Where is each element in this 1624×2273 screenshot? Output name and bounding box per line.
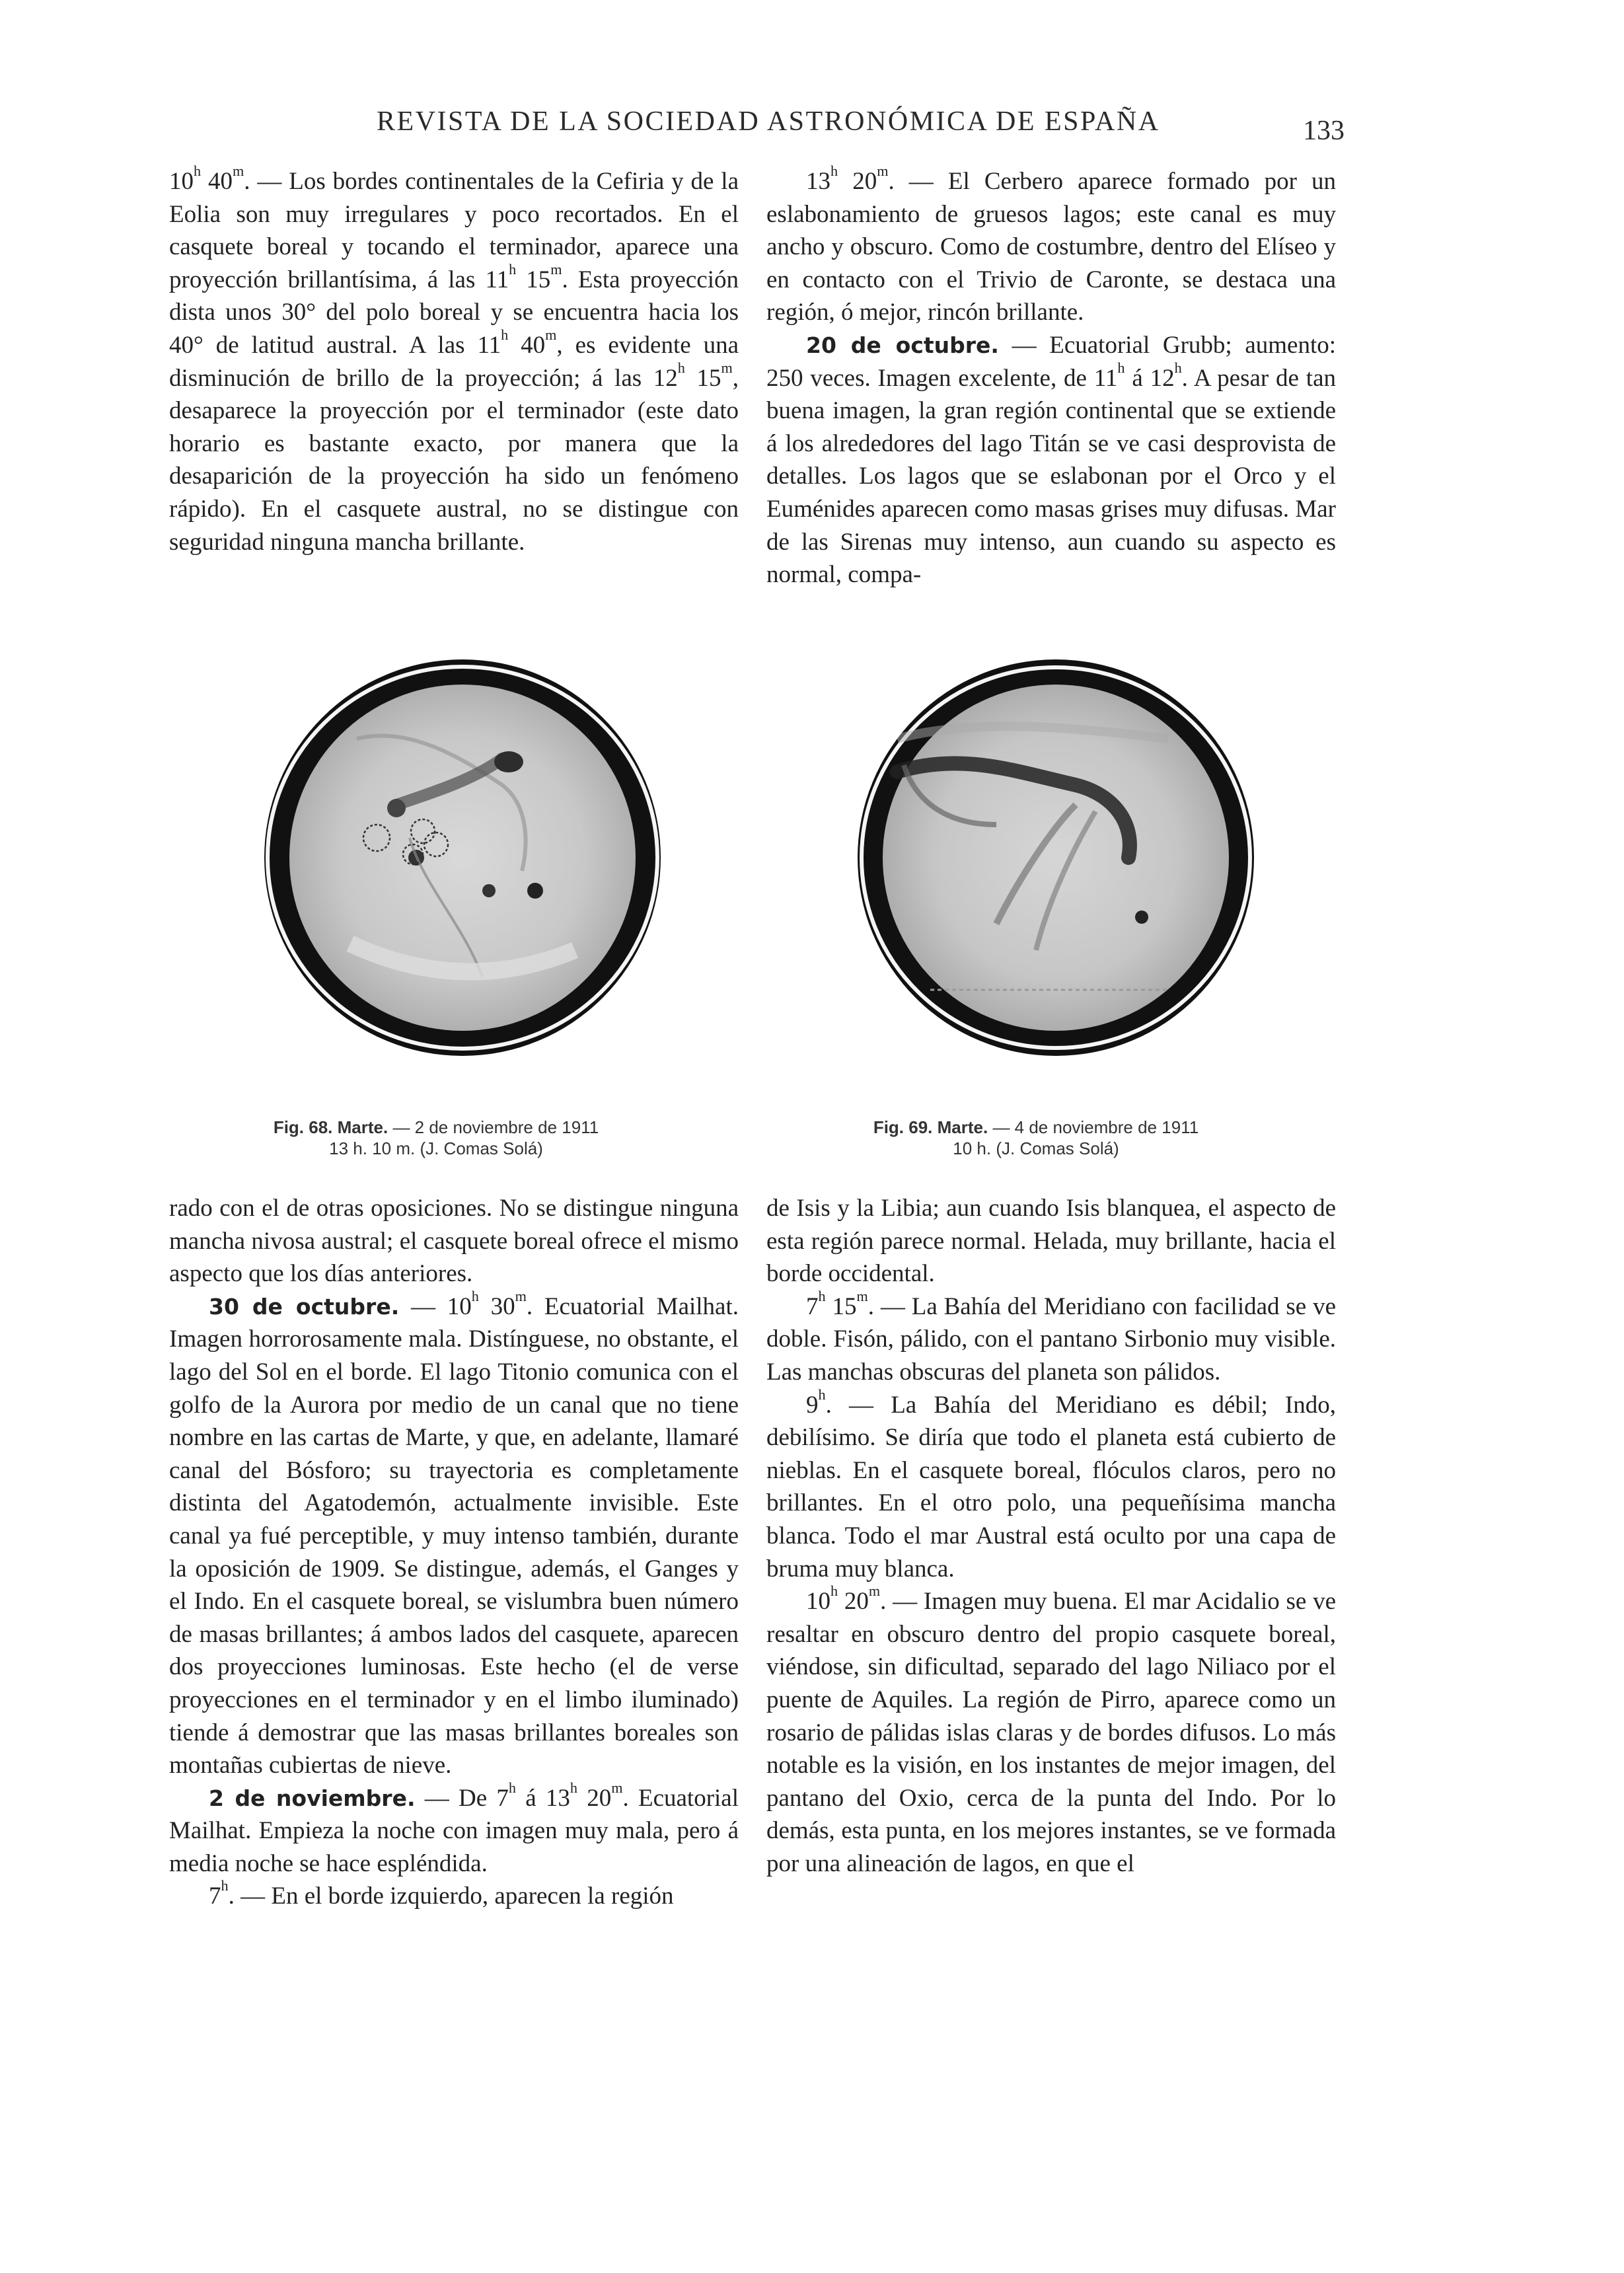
paragraph: 9$^h$. — La Bahía del Meridiano es débil; Indo, debilísimo. Se diría que todo el planeta está cubierto de nieblas. En el casquete boreal, flóculos claros, pero no brillantes. En el otro polo, una pequeñísima mancha blanca. Todo el mar Austral está oculto por una capa de bruma muy blanca. bbox=[766, 1386, 1337, 1583]
text-column-top-right bbox=[766, 165, 1336, 591]
journal-title: REVISTA DE LA SOCIEDAD ASTRONÓMICA DE ESPAÑA bbox=[377, 106, 1160, 137]
paragraph: 10$^h$ 40$^m$. — Los bordes continentales de la Cefiria y de la Eolia son muy irregulares y poco recortados. En el casquete boreal y tocando el terminador, aparece una proyección brillantísima, á las 11$^h$ 15$^m$. Esta proyección dista unos 30° del polo boreal y se encuentra hacia los 40° de latitud austral. A las 11$^h$ 40$^m$, es evidente una disminución de brillo de la proyección; á las 12$^h$ 15$^m$, desaparece la proyección por el terminador (este dato horario es bastante exacto, por manera que la desaparición de la proyección ha sido un fenómeno rápido). En el casquete austral, no se distingue con seguridad ninguna mancha brillante. bbox=[169, 163, 739, 556]
text-column-bottom-right bbox=[766, 1192, 1336, 1880]
page-number: 133 bbox=[1303, 116, 1345, 146]
paragraph: de Isis y la Libia; aun cuando Isis blanquea, el aspecto de esta región parece normal. Helada, muy brillante, hacia el borde occidental. bbox=[766, 1195, 1336, 1288]
paragraph: 7$^h$ 15$^m$. — La Bahía del Meridiano con facilidad se ve doble. Fisón, pálido, con el pantano Sirbonio muy visible. Las manchas obscuras del planeta son pálidos. bbox=[766, 1287, 1337, 1386]
figure-subject: Marte. bbox=[337, 1117, 388, 1137]
figure-68-mars-drawing bbox=[264, 607, 661, 1109]
paragraph: 7$^h$. — En el borde izquierdo, aparecen la región bbox=[209, 1877, 674, 1910]
figure-time-author: 10 h. (J. Comas Solá) bbox=[953, 1138, 1119, 1158]
page-header bbox=[0, 106, 1624, 145]
figure-date: — 2 de noviembre de 1911 bbox=[392, 1117, 599, 1137]
caption-fig-69 bbox=[805, 1117, 1267, 1159]
paragraph: 2 de noviembre. — De 7$^h$ á 13$^h$ 20$^m$. Ecuatorial Mailhat. Empieza la noche con imagen muy mala, pero á media noche se hace espléndida. bbox=[169, 1779, 739, 1877]
entry-date: 30 de octubre. bbox=[209, 1293, 400, 1320]
figure-number: Fig. 69. bbox=[873, 1117, 933, 1137]
caption-fig-68 bbox=[205, 1117, 667, 1159]
figure-number: Fig. 68. bbox=[273, 1117, 333, 1137]
figure-69-mars-drawing bbox=[798, 607, 1300, 1175]
paragraph: 20 de octubre. — Ecuatorial Grubb; aumento: 250 veces. Imagen excelente, de 11$^h$ á 12$^h$. A pesar de tan buena imagen, la gran región continental que se extiende á los alrededores del lago Titán se ve casi desprovista de detalles. Los lagos que se eslabonan por el Orco y el Euménides aparecen como masas grises muy difusas. Mar de las Sirenas muy intenso, aun cuando su aspecto es normal, compa- bbox=[766, 331, 1336, 589]
paragraph: 13$^h$ 20$^m$. — El Cerbero aparece formado por un eslabonamiento de gruesos lagos; este canal es muy ancho y obscuro. Como de costumbre, dentro del Elíseo y en contacto con el Trivio de Caronte, se destaca una región, ó mejor, rincón brillante. bbox=[766, 163, 1336, 326]
figure-time-author: 13 h. 10 m. (J. Comas Solá) bbox=[329, 1138, 543, 1158]
figure-date: — 4 de noviembre de 1911 bbox=[992, 1117, 1199, 1137]
paragraph: 10$^h$ 20$^m$. — Imagen muy buena. El mar Acidalio se ve resaltar en obscuro dentro del propio casquete boreal, viéndose, sin dificultad, separado del lago Niliaco por el puente de Aquiles. La región de Pirro, aparece como un rosario de pálidas islas claras y de bordes difusos. Lo más notable es la visión, en los instantes de mejor imagen, del pantano del Oxio, cerca de la punta del Indo. Por lo demás, esta punta, en los mejores instantes, se ve formada por una alineación de lagos, en que el bbox=[766, 1583, 1337, 1877]
mars-disk-fig69 bbox=[798, 607, 1300, 1109]
mars-disk-fig68 bbox=[264, 607, 661, 1109]
figure-subject: Marte. bbox=[937, 1117, 988, 1137]
entry-date: 2 de noviembre. bbox=[209, 1785, 416, 1811]
text-column-bottom-left bbox=[169, 1192, 739, 1913]
paragraph: 30 de octubre. — 10$^h$ 30$^m$. Ecuatorial Mailhat. Imagen horrorosamente mala. Distínguese, no obstante, el lago del Sol en el borde. El lago Titonio comunica con el golfo de la Aurora por medio de un canal que no tiene nombre en las cartas de Marte, y que, en adelante, llamaré canal del Bósforo; su trayectoria es completamente distinta del Agatodemón, actualmente invisible. Este canal ya fué perceptible, y muy intenso también, durante la oposición de 1909. Se distingue, además, el Ganges y el Indo. En el casquete boreal, se vislumbra buen número de masas brillantes; á ambos lados del casquete, aparecen dos proyecciones luminosas. Este hecho (el de verse proyecciones en el terminador y en el limbo iluminado) tiende á demostrar que las masas brillantes boreales son montañas cubiertas de nieve. bbox=[169, 1287, 739, 1779]
paragraph: rado con el de otras oposiciones. No se distingue ninguna mancha nivosa austral; el casquete boreal ofrece el mismo aspecto que los días anteriores. bbox=[169, 1195, 739, 1288]
text-column-top-left bbox=[169, 165, 739, 558]
entry-date: 20 de octubre. bbox=[806, 332, 999, 358]
